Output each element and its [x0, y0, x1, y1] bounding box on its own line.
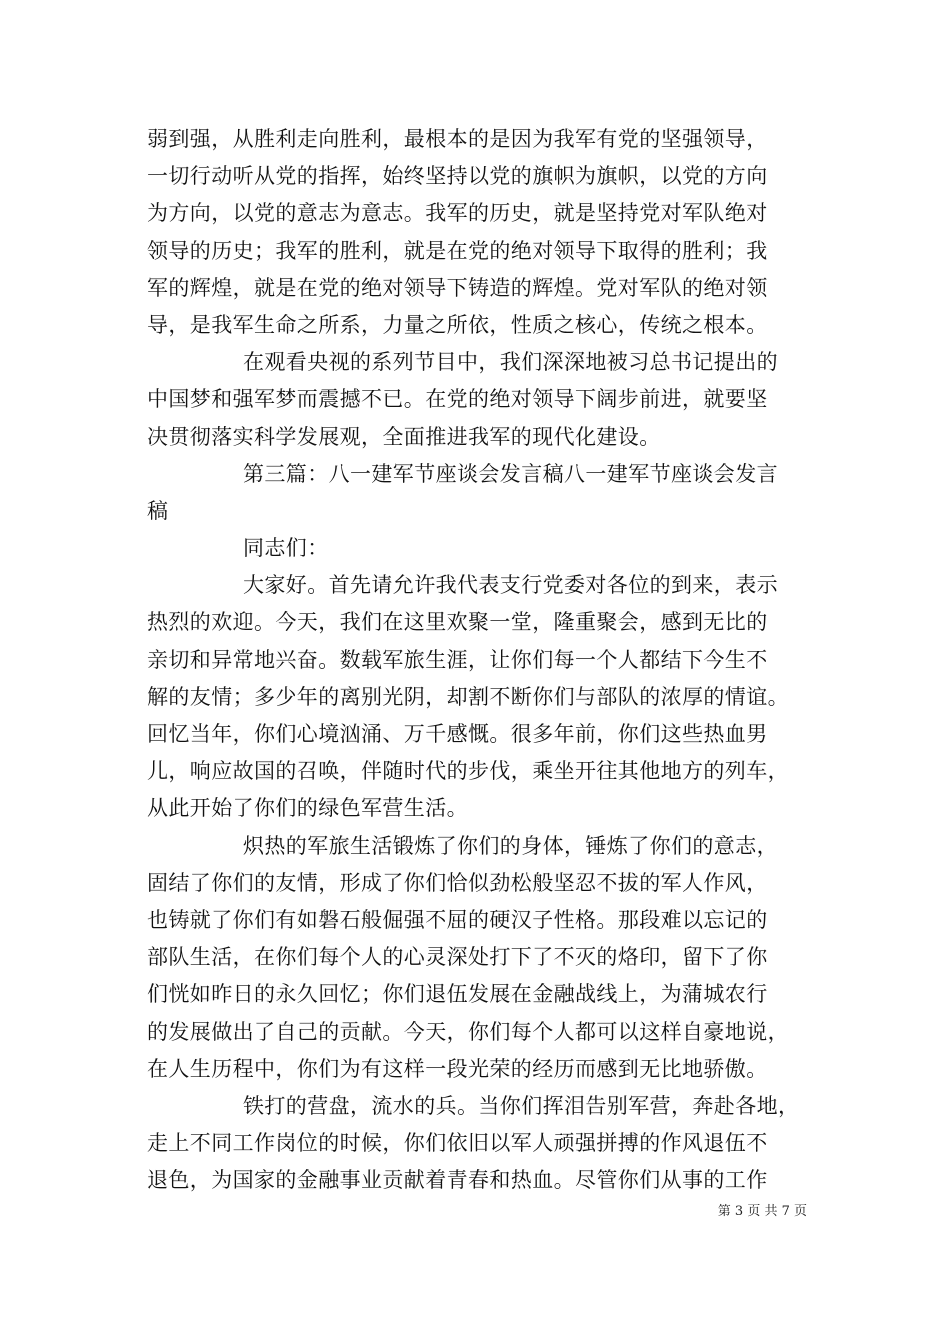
- text-line: 回忆当年，你们心境汹涌、万千感慨。很多年前，你们这些热血男: [147, 722, 768, 746]
- text-line: 领导的历史；我军的胜利，就是在党的绝对领导下取得的胜利；我: [147, 238, 768, 263]
- text-line: 部队生活，在你们每个人的心灵深处打下了不灭的烙印，留下了你: [147, 945, 768, 970]
- text-line: 儿，响应故国的召唤，伴随时代的步伐，乘坐开往其他地方的列车，: [147, 759, 789, 784]
- text-line: 稿: [147, 498, 169, 523]
- page-number: 第 3 页 共 7 页: [717, 1204, 807, 1219]
- text-line: 从此开始了你们的绿色军营生活。: [147, 796, 468, 821]
- text-line: 决贯彻落实科学发展观，全面推进我军的现代化建设。: [147, 424, 661, 449]
- text-line: 的发展做出了自己的贡献。今天，你们每个人都可以这样自豪地说，: [147, 1019, 789, 1044]
- text-line: 也铸就了你们有如磐石般倔强不屈的硬汉子性格。那段难以忘记的: [147, 907, 768, 932]
- text-line: 走上不同工作岗位的时候，你们依旧以军人顽强拼搏的作风退伍不: [147, 1131, 768, 1156]
- text-line: 中国梦和强军梦而震撼不已。在党的绝对领导下阔步前进，就要坚: [147, 387, 768, 412]
- text-line: 铁打的营盘，流水的兵。当你们挥泪告别军营，奔赴各地，: [243, 1093, 800, 1118]
- text-line: 亲切和异常地兴奋。数载军旅生涯，让你们每一个人都结下今生不: [147, 647, 768, 672]
- text-line: 弱到强，从胜利走向胜利，最根本的是因为我军有党的坚强领导，: [147, 127, 768, 151]
- text-line: 退色，为国家的金融事业贡献着青春和热血。尽管你们从事的工作: [147, 1168, 768, 1193]
- text-line: 固结了你们的友情，形成了你们恰似劲松般坚忍不拔的军人作风，: [147, 870, 768, 895]
- text-line: 第三篇：八一建军节座谈会发言稿八一建军节座谈会发言: [243, 461, 778, 486]
- text-line: 解的友情；多少年的离别光阴，却割不断你们与部队的浓厚的情谊。: [147, 684, 789, 709]
- text-line: 炽热的军旅生活锻炼了你们的身体，锤炼了你们的意志，: [243, 833, 778, 858]
- text-line: 在观看央视的系列节目中，我们深深地被习总书记提出的: [243, 350, 778, 375]
- text-line: 导，是我军生命之所系，力量之所依，性质之核心，传统之根本。: [147, 312, 768, 337]
- text-line: 热烈的欢迎。今天，我们在这里欢聚一堂，隆重聚会，感到无比的: [147, 610, 768, 635]
- body-text: [147, 121, 847, 1199]
- text-line: 大家好。首先请允许我代表支行党委对各位的到来，表示: [243, 573, 778, 598]
- text-line: 同志们：: [243, 536, 329, 561]
- text-line: 军的辉煌，就是在党的绝对领导下铸造的辉煌。党对军队的绝对领: [147, 275, 768, 300]
- text-line: 们恍如昨日的永久回忆；你们退伍发展在金融战线上，为蒲城农行: [147, 982, 768, 1007]
- text-line: 为方向，以党的意志为意志。我军的历史，就是坚持党对军队绝对: [147, 201, 768, 226]
- text-line: 一切行动听从党的指挥，始终坚持以党的旗帜为旗帜，以党的方向: [147, 164, 768, 189]
- text-line: 在人生历程中，你们为有这样一段光荣的经历而感到无比地骄傲。: [147, 1056, 768, 1081]
